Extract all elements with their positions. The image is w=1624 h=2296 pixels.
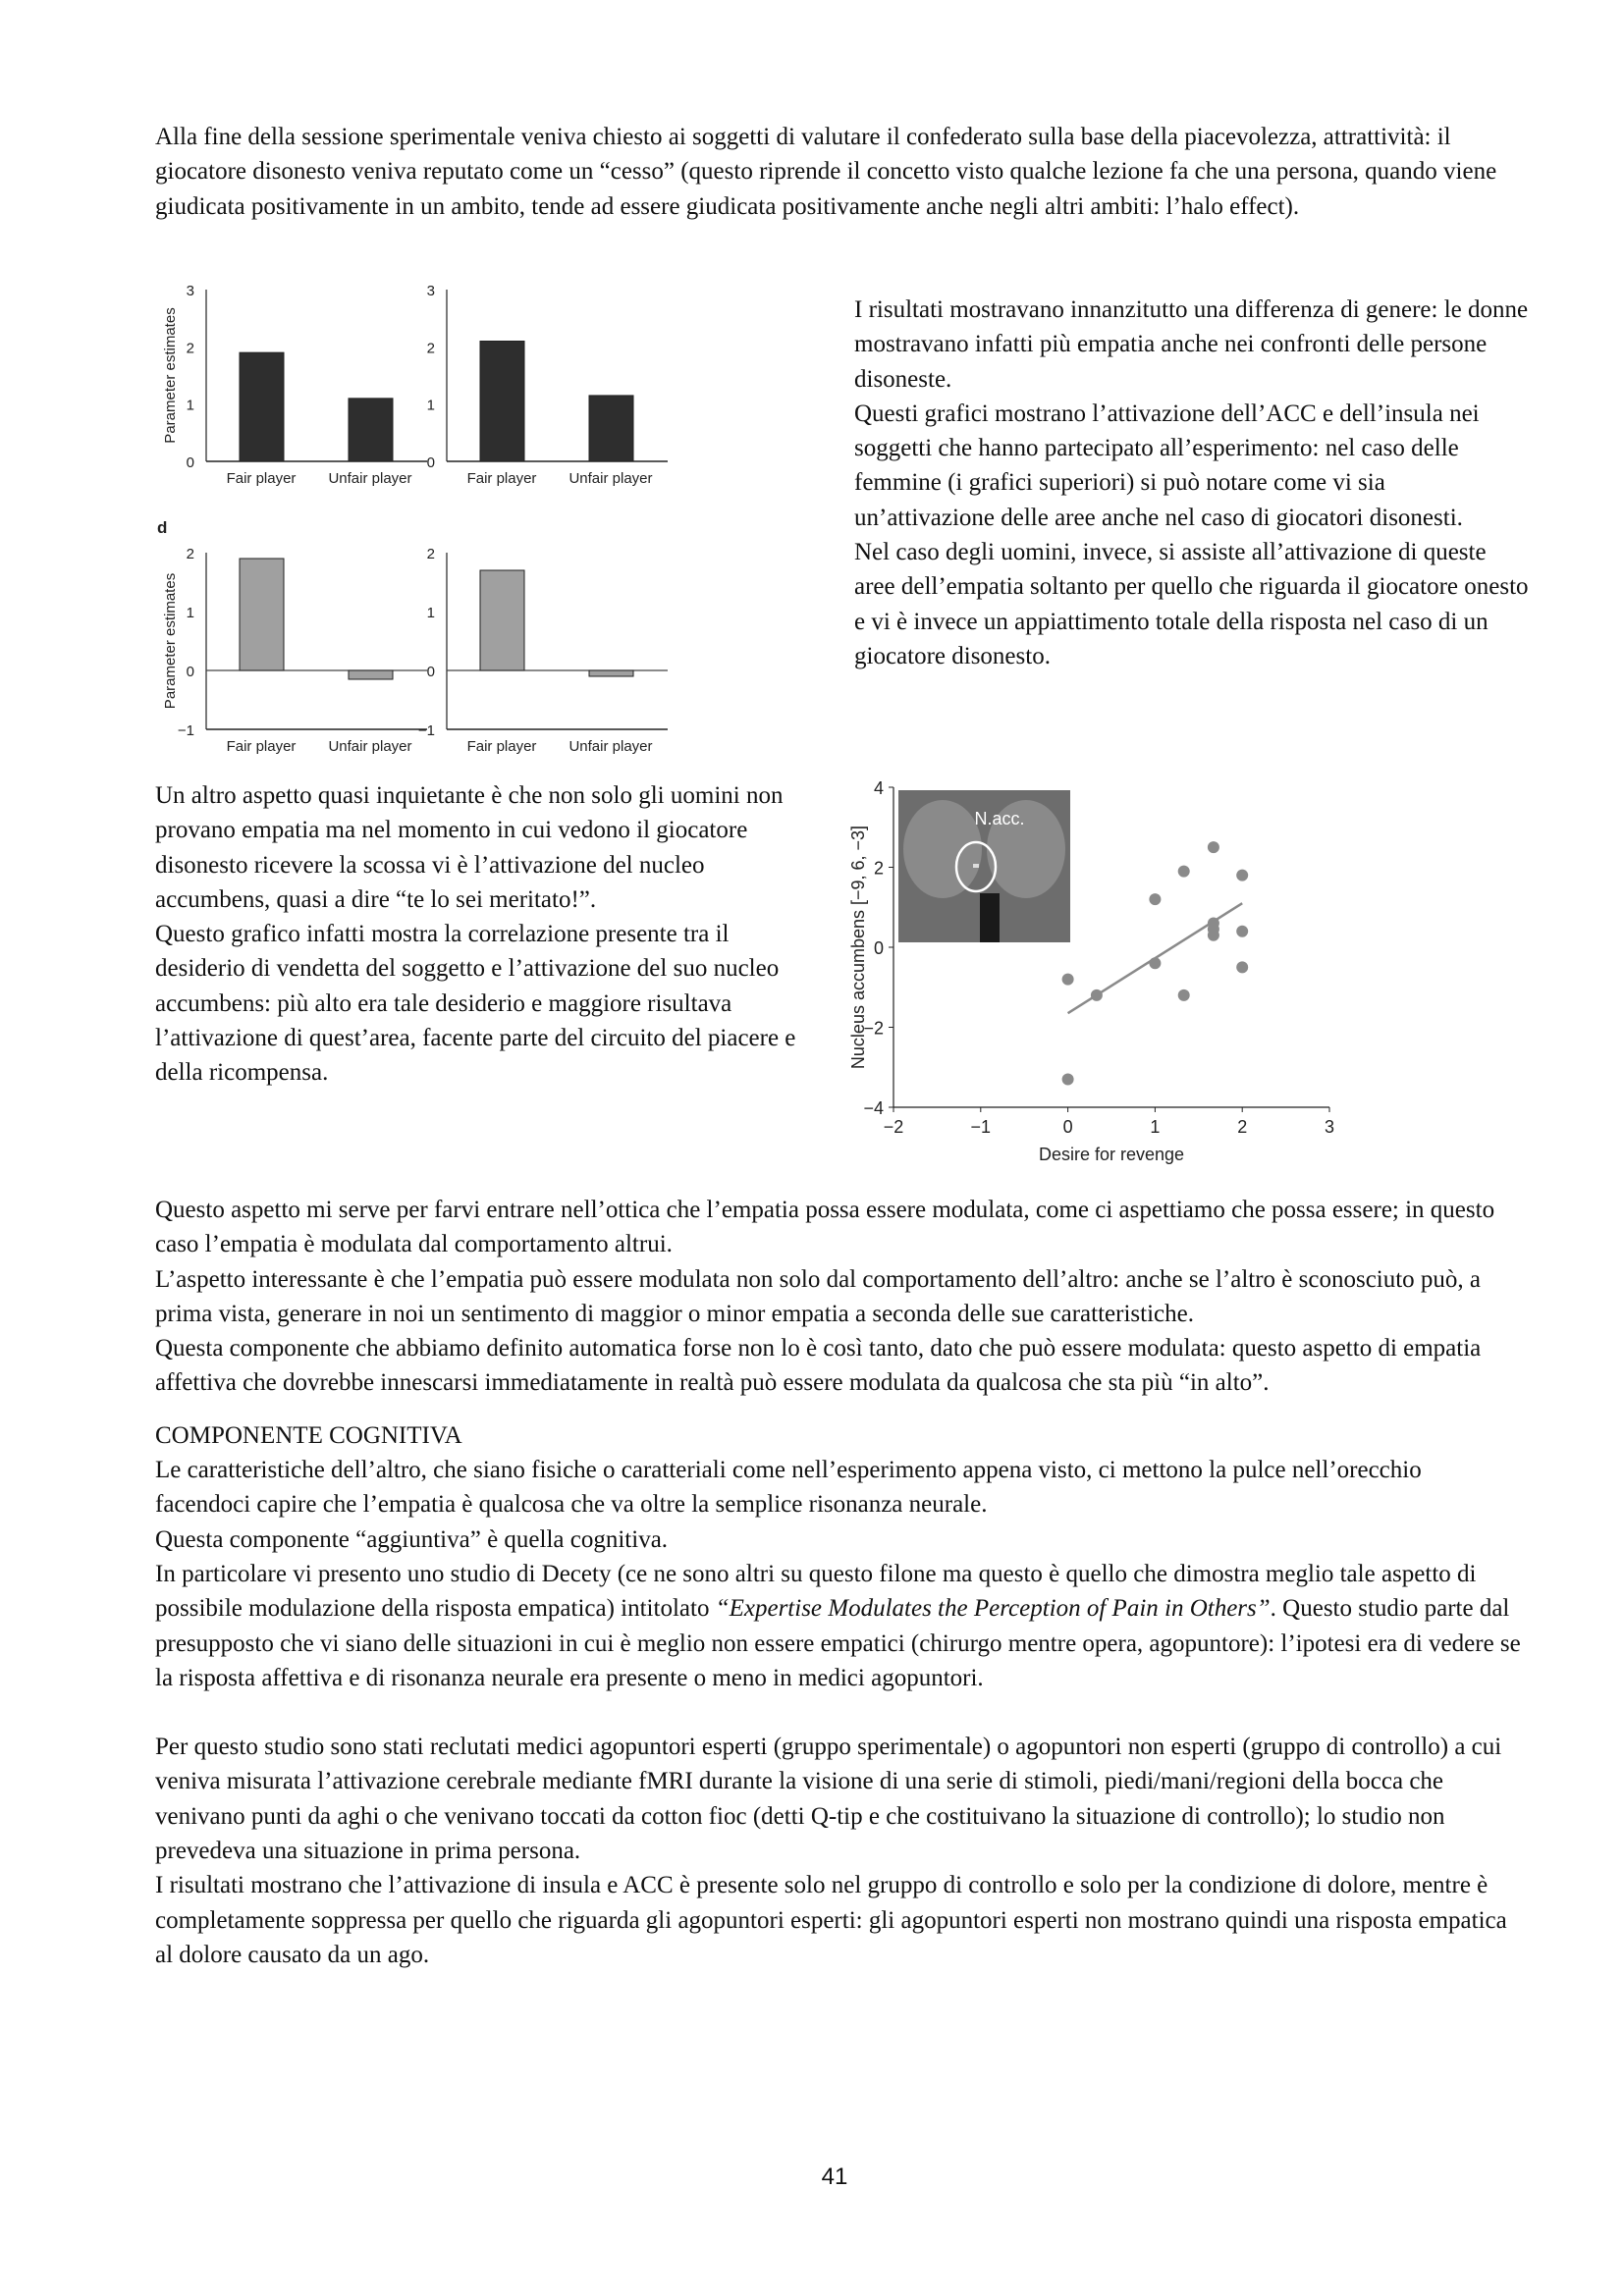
x-tick-label: Unfair player	[328, 738, 412, 755]
y-axis-label: Nucleus accumbens [−9, 6, −3]	[848, 825, 868, 1070]
y-tick-label: −2	[863, 1018, 884, 1039]
activation-spot	[973, 864, 979, 868]
paragraph: Questa componente che abbiamo definito automatica forse non lo è così tanto, dato che può essere modulata: questo aspetto di empatia affettiva che dovrebbe innescarsi immediatamente in realtà può essere modulata da qualcosa che sta più “in alto”.	[155, 1335, 1482, 1397]
brain-region	[903, 800, 982, 898]
x-tick-label: 2	[1237, 1117, 1248, 1137]
inset-label: N.acc.	[974, 809, 1025, 828]
data-point	[1178, 866, 1190, 878]
bar	[480, 570, 524, 670]
y-tick-label: 0	[873, 938, 884, 958]
y-tick-label: 4	[873, 778, 884, 798]
bar-panel-bottom-left	[157, 518, 427, 755]
data-point	[1236, 961, 1248, 973]
x-tick-label: 1	[1150, 1117, 1161, 1137]
data-point	[1236, 926, 1248, 937]
y-tick-label: 1	[426, 605, 435, 621]
y-axis-label: Parameter estimates	[162, 572, 179, 710]
y-tick-label: 2	[426, 340, 435, 357]
paragraph: Questa componente “aggiuntiva” è quella cognitiva.	[155, 1525, 669, 1553]
paragraph: Un altro aspetto quasi inquietante è che non solo gli uomini non provano empatia ma nel momento in cui vedono il giocatore disonesto ricevere la scossa vi è l’attivazione del nucleo accumbens, quasi a dire “te lo sei meritato!”.	[155, 782, 784, 913]
panel-label: d	[157, 518, 168, 537]
paragraph: Per questo studio sono stati reclutati medici agopuntori esperti (gruppo sperimentale) o agopuntori non esperti (gruppo di controllo) a cui veniva misurata l’attivazione cerebrale mediante fMRI durante la visione di una serie di stimoli, piedi/mani/regioni della bocca che venivano punti da aghi o che venivano toccati da cotton fioc (detti Q-tip e che costituivano la situazione di controllo); lo studio non prevedeva una situazione in prima persona.	[155, 1734, 1502, 1865]
bar-panel-bottom-right	[418, 546, 668, 755]
study-title: “Expertise Modulates the Perception of Pain in Others”	[715, 1595, 1271, 1623]
data-point	[1062, 974, 1074, 986]
left-text-column	[155, 778, 823, 1091]
y-tick-label: −1	[177, 722, 194, 739]
bar	[349, 399, 393, 461]
brain-ventricle	[980, 893, 1000, 942]
y-axis-label: Parameter estimates	[162, 307, 179, 444]
data-point	[1208, 841, 1219, 853]
brain-inset-image	[898, 790, 1070, 942]
bar	[589, 396, 633, 461]
x-tick-label: Unfair player	[328, 470, 412, 487]
y-tick-label: 3	[426, 283, 435, 299]
x-tick-label: −2	[883, 1117, 904, 1137]
bar-panel-top-left	[162, 283, 427, 487]
paragraph: I risultati mostrano che l’attivazione di insula e ACC è presente solo nel gruppo di controllo e solo per la condizione di dolore, mentre è completamente soppressa per quello che riguarda gli agopuntori esperti: gli agopuntori esperti non mostrano quindi una risposta empatica al dolore causato da un ago.	[155, 1872, 1507, 1968]
bar	[240, 559, 284, 670]
y-tick-label: 2	[186, 340, 194, 357]
y-tick-label: 1	[426, 397, 435, 414]
scatter-chart	[835, 775, 1512, 1188]
bar	[589, 670, 633, 676]
y-tick-label: 1	[186, 605, 194, 621]
data-point	[1236, 870, 1248, 881]
data-point	[1149, 957, 1161, 969]
bar	[349, 670, 393, 679]
paragraph: Questi grafici mostrano l’attivazione dell’ACC e dell’insula nei soggetti che hanno partecipato all’esperimento: nel caso delle femmine (i grafici superiori) si può notare come vi sia un’attivazione delle aree anche nel caso di giocatori disonesti.	[854, 400, 1480, 531]
bar-charts-figure	[157, 275, 825, 766]
y-tick-label: 3	[186, 283, 194, 299]
text: In particolare vi presento uno studio di Decety (ce ne sono altri su questo filone ma questo è quello che dimostra meglio tale aspetto di possibile modulazione della risposta empatica) intitolato	[155, 1560, 1477, 1623]
intro-paragraph	[155, 120, 1522, 224]
x-tick-label: Fair player	[466, 470, 537, 487]
y-tick-label: 1	[186, 397, 194, 414]
data-point	[1091, 989, 1103, 1001]
y-tick-label: −4	[863, 1098, 884, 1118]
y-tick-label: 2	[186, 546, 194, 562]
x-axis-label: Desire for revenge	[1038, 1145, 1185, 1164]
bar	[240, 352, 284, 461]
x-tick-label: Unfair player	[568, 738, 653, 755]
body-section-1	[155, 1193, 1522, 1972]
paragraph: Le caratteristiche dell’altro, che siano fisiche o caratteriali come nell’esperimento appena visto, ci mettono la pulce nell’orecchio facendoci capire che l’empatia è qualcosa che va oltre la semplice risonanza neurale.	[155, 1457, 1422, 1519]
page-number: 41	[821, 2163, 848, 2190]
y-tick-label: 0	[186, 454, 194, 471]
x-tick-label: 0	[1062, 1117, 1073, 1137]
data-point	[1178, 989, 1190, 1001]
x-tick-label: Fair player	[226, 738, 297, 755]
x-tick-label: −1	[970, 1117, 992, 1137]
y-tick-label: 0	[426, 454, 435, 471]
x-tick-label: Unfair player	[568, 470, 653, 487]
bar	[480, 342, 524, 462]
y-tick-label: 2	[426, 546, 435, 562]
y-tick-label: −1	[417, 722, 435, 739]
data-point	[1062, 1073, 1074, 1085]
text: . Questo studio parte dal presupposto che vi siano delle situazioni in cui è meglio non essere empatici (chirurgo mentre opera, agopuntore): l’ipotesi era di vedere se la risposta affettiva e di risonanza neurale era presente o meno in medici agopuntori.	[155, 1595, 1521, 1691]
data-point	[1149, 893, 1161, 905]
paragraph: Questo aspetto mi serve per farvi entrare nell’ottica che l’empatia possa essere modulata, come ci aspettiamo che possa essere; in questo caso l’empatia è modulata dal comportamento altrui.	[155, 1197, 1495, 1258]
y-tick-label: 0	[186, 664, 194, 680]
y-tick-label: 2	[873, 858, 884, 879]
y-tick-label: 0	[426, 664, 435, 680]
paragraph: L’aspetto interessante è che l’empatia può essere modulata non solo dal comportamento dell’altro: anche se l’altro è sconosciuto può, a prima vista, generare in noi un sentimento di maggior o minor empatia a seconda delle sue caratteristiche.	[155, 1265, 1482, 1327]
right-text-column	[854, 293, 1532, 673]
section-heading: COMPONENTE COGNITIVA	[155, 1421, 462, 1449]
paragraph-decety	[155, 1557, 1522, 1695]
x-tick-label: 3	[1324, 1117, 1335, 1137]
data-point	[1208, 930, 1219, 941]
bar-panel-top-right	[427, 283, 668, 487]
x-tick-label: Fair player	[226, 470, 297, 487]
paragraph: I risultati mostravano innanzitutto una differenza di genere: le donne mostravano infatti più empatia anche nei confronti delle persone disoneste.	[854, 296, 1529, 393]
paragraph: Questo grafico infatti mostra la correlazione presente tra il desiderio di vendetta del soggetto e l’attivazione del suo nucleo accumbens: più alto era tale desiderio e maggiore risultava l’attivazione di quest’area, facente parte del circuito del piacere e della ricompensa.	[155, 921, 796, 1087]
intro-text: Alla fine della sessione sperimentale veniva chiesto ai soggetti di valutare il confederato sulla base della piacevolezza, attrattività: il giocatore disonesto veniva reputato come un “cesso” (questo riprende il concetto visto qualche lezione fa che una persona, quando viene giudicata positivamente in un ambito, tende ad essere giudicata positivamente anche negli altri ambiti: l’halo effect).	[155, 124, 1497, 220]
paragraph: Nel caso degli uomini, invece, si assiste all’attivazione di queste aree dell’empatia soltanto per quello che riguarda il giocatore onesto e vi è invece un appiattimento totale della risposta nel caso di un giocatore disonesto.	[854, 539, 1529, 669]
x-tick-label: Fair player	[466, 738, 537, 755]
